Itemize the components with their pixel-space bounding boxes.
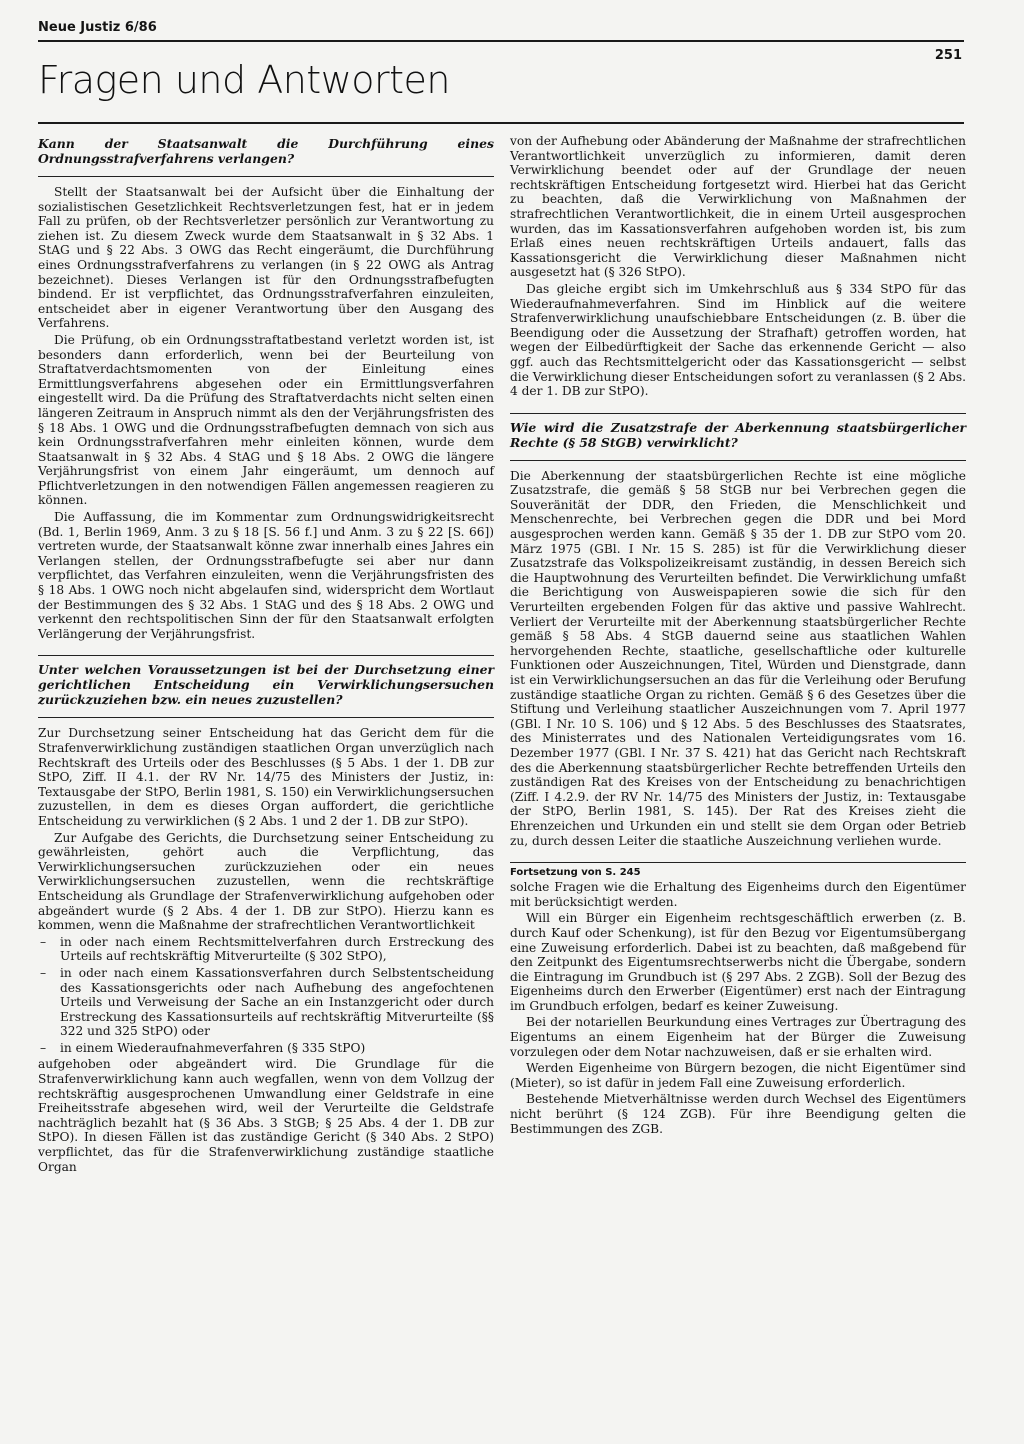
paragraph: Das gleiche ergibt sich im Umkehrschluß aus § 334 StPO für das Wiederaufnahmeverfahren. Sind im Hinblick auf die weitere Strafenverwirklichung unaufschiebbare Entscheidungen (z. B. über die Beendigung oder die Aussetzung der Strafhaft) getroffen worden, hat wegen der Eilbedürftigkeit der Sache das erkennende Gericht — also ggf. auch das Rechtsmittelgericht oder das Kassationsgericht — selbst die Verwirklichung dieser Entscheidungen sofort zu veranlassen (§ 2 Abs. 4 der 1. DB zur StPO). bbox=[510, 281, 966, 399]
list-item: – in einem Wiederaufnahmeverfahren (§ 335 StPO) bbox=[38, 1041, 494, 1056]
paragraph: Die Auffassung, die im Kommentar zum Ordnungswidrigkeitsrecht (Bd. 1, Berlin 1969, Anm. 3 zu § 18 [S. 56 f.] und Anm. 3 zu § 22 [S. 66]) vertreten wurde, der Staatsanwalt könne zwar innerhalb eines Jahres ein Verlangen stellen, der Ordnungsstrafbefugte sei aber nur dann verpflichtet, das Verfahren einzuleiten, wenn die Verjährungsfristen des § 18 Abs. 1 OWG noch nicht abgelaufen sind, widerspricht dem Wortlaut der Bestimmungen des § 32 Abs. 1 StAG und des § 18 Abs. 2 OWG und verkennt den rechtspolitischen Sinn der für den Staatsanwalt erfolgten Verlängerung der Verjährungsfrist. bbox=[38, 510, 494, 641]
list-item: – in oder nach einem Kassationsverfahren durch Selbstentscheidung des Kassationsgerichts oder nach Aufhebung des angefochtenen Urteils und Verweisung der Sache an ein Instanzgericht oder durch Erstreckung des Kassationsurteils auf rechtskräftig Mitverurteilte (§§ 322 und 325 StPO) oder bbox=[38, 966, 494, 1039]
continuation-label: Fortsetzung von S. 245 bbox=[510, 867, 641, 879]
paragraph: Zur Aufgabe des Gerichts, die Durchsetzung seiner Entscheidung zu gewährleisten, gehört auch die Verpflichtung, das Verwirklichungsersuchen zurückzuziehen oder ein neues Verwirklichungsersuchen zuzustellen, wenn die rechtskräftige Entscheidung als Grundlage der Strafenverwirklichung aufgehoben oder abgeändert wurde (§ 2 Abs. 4 der 1. DB zur StPO). Hierzu kann es kommen, wenn die Maßnahme der strafrechtlichen Verantwortlichkeit bbox=[38, 830, 494, 933]
paragraph: Bei der notariellen Beurkundung eines Vertrages zur Übertragung des Eigentums an einem Eigenheim hat der Bürger die Zuweisung vorzulegen oder dem Notar nachzuweisen, daß er sie erhalten wird. bbox=[510, 1015, 966, 1059]
paragraph: Zur Durchsetzung seiner Entscheidung hat das Gericht dem für die Strafenverwirklichung zuständigen staatlichen Organ unverzüglich nach Rechtskraft des Urteils oder des Beschlusses (§ 5 Abs. 1 der 1. DB zur StPO, Ziff. II 4.1. der RV Nr. 14/75 des Ministers der Justiz, in: Textausgabe der StPO, Berlin 1981, S. 150) ein Verwirklichungsersuchen zuzustellen, in dem es dieses Organ auffordert, die gerichtliche Entscheidung zu verwirklichen (§ 2 Abs. 1 und 2 der 1. DB zur StPO). bbox=[38, 726, 494, 828]
paragraph: Will ein Bürger ein Eigenheim rechtsgeschäftlich erwerben (z. B. durch Kauf oder Schenkung), ist für den Bezug vor Eigentumsübergang eine Zuweisung erforderlich. Dabei ist zu beachten, daß maßgebend für den Zeitpunkt des Eigentumsrechtserwerbs nicht die Übergabe, sondern die Eintragung im Grundbuch ist (§ 297 Abs. 2 ZGB). Soll der Bezug des Eigenheims durch den Erwerber (Eigentümer) erst nach der Eintragung im Grundbuch erfolgen, bedarf es keiner Zuweisung. bbox=[510, 911, 966, 1013]
paragraph: solche Fragen wie die Erhaltung des Eigenheims durch den Eigentümer mit berücksichtigt werden. bbox=[510, 880, 966, 909]
left-column bbox=[38, 134, 494, 1176]
right-column bbox=[510, 134, 966, 1138]
paragraph: Die Aberkennung der staatsbürgerlichen Rechte ist eine mögliche Zusatzstrafe, die gemäß § 58 StGB nur bei Verbrechen gegen die Souveränität der DDR, den Frieden, die Menschlichkeit und Menschenrechte, bei Verbrechen gegen die DDR und bei Mord ausgesprochen werden kann. Gemäß § 35 der 1. DB zur StPO vom 20. März 1975 (GBl. I Nr. 15 S. 285) ist für die Verwirklichung dieser Zusatzstrafe das Volkspolizeikreisamt zuständig, in dessen Bereich sich die Hauptwohnung des Verurteilten befindet. Die Verwirklichung umfaßt die Berichtigung von Ausweispapieren sowie die sich für den Verurteilten ergebenden Folgen für das aktive und passive Wahlrecht. Verliert der Verurteilte mit der Aberkennung staatsbürgerlicher Rechte gemäß § 58 Abs. 4 StGB dauernd seine aus staatlichen Wahlen hervorgehenden Rechte, staatliche, gesellschaftliche oder kulturelle Funktionen oder Auszeichnungen, Titel, Würden und Dienstgrade, dann ist ein Verwirklichungsersuchen an das für die Verleihung oder Berufung zuständige staatliche Organ zu richten. Gemäß § 6 des Gesetzes über die Stiftung und Verleihung staatlicher Auszeichnungen vom 7. April 1977 (GBl. I Nr. 10 S. 106) und § 12 Abs. 5 des Beschlusses des Staatsrates, des Ministerrates und des Nationalen Verteidigungsrates vom 16. Dezember 1977 (GBl. I Nr. 37 S. 421) hat das Gericht nach Rechtskraft des die Aberkennung staatsbürgerlicher Rechte betreffenden Urteils den zuständigen Rat des Kreises von der Entscheidung zu benachrichtigen (Ziff. I 4.2.9. der RV Nr. 14/75 des Ministers der Justiz, in: Textausgabe der StPO, Berlin 1981, S. 145). Der Rat des Kreises zieht die Ehrenzeichen und Urkunden ein und stellt sie dem Organ oder Betrieb zu, durch dessen Leiter die staatliche Auszeichnung verliehen wurde. bbox=[510, 468, 966, 848]
paragraph: Die Prüfung, ob ein Ordnungsstraftatbestand verletzt worden ist, ist besonders dann erforderlich, wenn bei der Beurteilung von Straftatverdachtsmomenten von der Einleitung eines Ermittlungsverfahrens abgesehen oder ein Ermittlungsverfahren eingestellt wird. Da die Prüfung des Straftatverdachts nicht selten einen längeren Zeitraum in Anspruch nimmt als den der Verjährungsfristen des § 18 Abs. 1 OWG und die Ordnungsstrafbefugten demnach von sich aus kein Ordnungsstrafverfahren mehr einleiten können, wurde dem Staatsanwalt in § 32 Abs. 4 StAG und § 18 Abs. 2 OWG die längere Verjährungsfrist von einem Jahr eingeräumt, um dennoch auf Pflichtverletzungen in den notwendigen Fällen angemessen reagieren zu können. bbox=[38, 332, 494, 508]
title-rule bbox=[38, 122, 964, 124]
paragraph: Stellt der Staatsanwalt bei der Aufsicht über die Einhaltung der sozialistischen Gesetzlichkeit Rechtsverletzungen fest, hat er in jedem Fall zu prüfen, ob der Rechtsverletzer persönlich zur Verantwortung zu ziehen ist. Zu diesem Zweck wurde dem Staatsanwalt in § 32 Abs. 1 StAG und § 22 Abs. 3 OWG das Recht eingeräumt, die Durchführung eines Ordnungsstrafverfahrens zu verlangen (in § 22 OWG als Antrag bezeichnet). Dieses Verlangen ist für den Ordnungsstrafbefugten bindend. Er ist verpflichtet, das Ordnungsstrafverfahren einzuleiten, entscheidet aber in eigener Verantwortung über den Ausgang des Verfahrens. bbox=[38, 185, 494, 331]
section-title: Fragen und Antworten bbox=[38, 58, 451, 102]
page-number: 251 bbox=[934, 48, 962, 63]
journal-issue: Neue Justiz 6/86 bbox=[38, 20, 157, 35]
question-rule bbox=[38, 717, 494, 718]
question-heading: Unter welchen Voraussetzungen ist bei der Durchsetzung einer gerichtlichen Entscheidung ein Verwirklichungsersuchen zurückzuziehen bzw. ein neues zuzustellen? bbox=[38, 662, 494, 708]
section-divider bbox=[510, 862, 966, 863]
dash-list bbox=[38, 935, 494, 1056]
list-item: – in oder nach einem Rechtsmittelverfahren durch Erstreckung des Urteils auf rechtskräftig Mitverurteilte (§ 302 StPO), bbox=[38, 935, 494, 964]
paragraph: von der Aufhebung oder Abänderung der Maßnahme der strafrechtlichen Verantwortlichkeit unverzüglich zu informieren, damit deren Verwirklichung beendet oder auf der Grundlage der neuen rechtskräftigen Entscheidung fortgesetzt wird. Hierbei hat das Gericht zu beachten, daß die Verwirklichung von Maßnahmen der strafrechtlichen Verantwortlichkeit, die in einem Urteil ausgesprochen wurden, das im Kassationsverfahren aufgehoben worden ist, bis zum Erlaß eines neuen rechtskräftigen Urteils andauert, falls das Kassationsgericht die Verwirklichung dieser Maßnahmen nicht ausgesetzt hat (§ 326 StPO). bbox=[510, 134, 966, 280]
section-divider bbox=[510, 413, 966, 414]
question-heading: Kann der Staatsanwalt die Durchführung eines Ordnungsstrafverfahrens verlangen? bbox=[38, 136, 494, 166]
paragraph: Werden Eigenheime von Bürgern bezogen, die nicht Eigentümer sind (Mieter), so ist dafür in jedem Fall eine Zuweisung erforderlich. bbox=[510, 1061, 966, 1090]
paragraph: Bestehende Mietverhältnisse werden durch Wechsel des Eigentümers nicht berührt (§ 124 ZGB). Für ihre Beendigung gelten die Bestimmungen des ZGB. bbox=[510, 1092, 966, 1136]
paragraph: aufgehoben oder abgeändert wird. Die Grundlage für die Strafenverwirklichung kann auch wegfallen, wenn von dem Vollzug der rechtskräftig ausgesprochenen Umwandlung einer Geldstrafe in eine Freiheitsstrafe abgesehen wird, weil der Verurteilte die Geldstrafe nachträglich bezahlt hat (§ 36 Abs. 3 StGB; § 25 Abs. 4 der 1. DB zur StPO). In diesen Fällen ist das zuständige Gericht (§ 340 Abs. 2 StPO) verpflichtet, das für die Strafenverwirklichung zuständige staatliche Organ bbox=[38, 1057, 494, 1174]
question-rule bbox=[38, 176, 494, 177]
question-heading: Wie wird die Zusatzstrafe der Aberkennung staatsbürgerlicher Rechte (§ 58 StGB) verwirklicht? bbox=[510, 419, 966, 450]
section-divider bbox=[38, 655, 494, 656]
header-rule bbox=[38, 40, 964, 42]
question-rule bbox=[510, 460, 966, 461]
